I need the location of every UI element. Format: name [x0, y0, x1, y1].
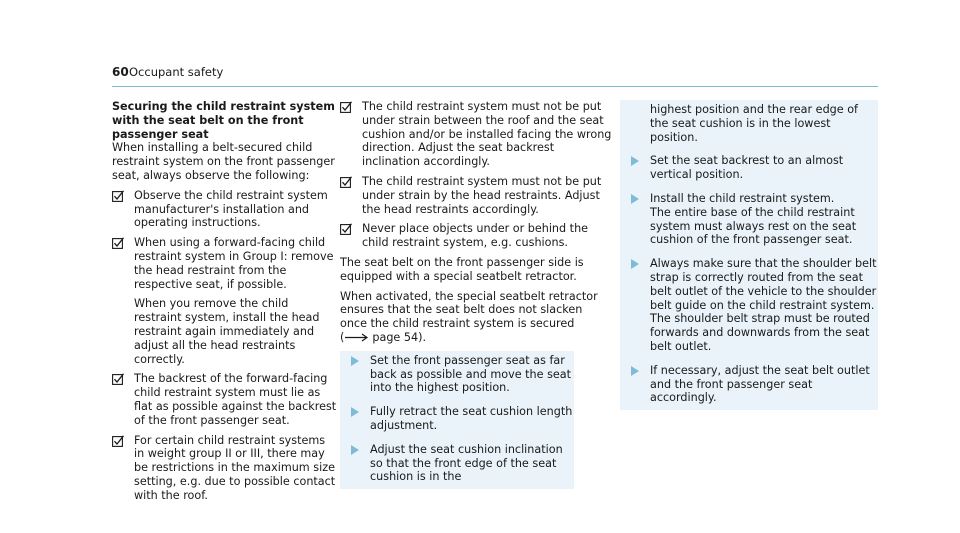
page-number: 60 [112, 65, 129, 79]
step-item [340, 405, 574, 433]
check-item [112, 236, 337, 366]
checkbox-icon [340, 176, 352, 188]
step-continuation: highest position and the rear edge of the seat cushion is in the lowest position. [650, 103, 858, 144]
step-text: Always make sure that the shoulder belt strap is correctly routed from the seat belt outlet of the vehicle to the shoulder belt guide on the child restraint system. [650, 257, 877, 312]
checkbox-icon [112, 373, 124, 385]
step-text-continuation: The entire base of the child restraint system must always rest on the seat cushion of the front passenger seat. [650, 205, 857, 247]
checkbox-icon [340, 223, 352, 235]
step-item [620, 154, 878, 182]
paragraph [340, 290, 612, 345]
step-arrow-icon [631, 194, 639, 204]
checkbox-icon [112, 190, 124, 202]
step-text: Set the seat backrest to an almost vertical position. [650, 154, 844, 182]
check-item [112, 434, 337, 503]
check-text: For certain child restraint systems in weight group II or III, there may be restrictions in the maximum size setting, e.g. due to possible contact with the roof. [134, 433, 336, 502]
check-text: Never place objects under or behind the child restraint system, e.g. cushions. [362, 222, 589, 250]
step-item [620, 257, 878, 354]
instruction-steps [340, 351, 574, 489]
check-text: The child restraint system must not be put under strain by the head restraints. Adjust the head restraints accordingly. [362, 174, 602, 216]
step-item [620, 192, 878, 247]
step-item [340, 354, 574, 395]
check-item [340, 175, 612, 216]
step-item [620, 364, 878, 405]
check-continuation: When you remove the child restraint system, install the head restraint again immediately and adjust all the head restraints correctly. [134, 297, 320, 366]
checkbox-icon [340, 101, 352, 113]
paragraph-text: When activated, the special seatbelt retractor ensures that the seat belt does not slacken once the child restraint system is secured [340, 289, 598, 331]
step-arrow-icon [351, 407, 359, 417]
step-text: Fully retract the seat cushion length adjustment. [370, 405, 573, 432]
step-arrow-icon [631, 156, 639, 166]
checkbox-icon [112, 435, 124, 447]
intro-paragraph: When installing a belt-secured child restraint system on the front passenger seat, always observe the following: [112, 141, 335, 182]
step-arrow-icon [351, 445, 359, 455]
arrow-right-icon [345, 333, 369, 342]
check-item [340, 222, 612, 250]
check-item [112, 372, 337, 427]
checkbox-icon [112, 237, 124, 249]
header-divider [112, 86, 878, 87]
section-heading: Securing the child restraint system with the seat belt on the front passenger seat [112, 100, 335, 141]
check-text: The backrest of the forward-facing child restraint system must lie as flat as possible against the backrest of the front passenger seat. [134, 372, 337, 427]
instruction-steps [620, 100, 878, 410]
step-arrow-icon [351, 356, 359, 366]
check-text: When using a forward-facing child restraint system in Group I: remove the head restraint from the respective seat, if possible. [134, 236, 334, 291]
column-2 [340, 100, 612, 489]
step-text: Adjust the seat cushion inclination so that the front edge of the seat cushion is in the [370, 442, 563, 484]
step-arrow-icon [631, 366, 639, 376]
check-text: The child restraint system must not be put under strain between the roof and the seat cushion and/or be installed facing the wrong direction. Adjust the seat backrest inclination accordingly. [362, 100, 612, 169]
step-text: If necessary, adjust the seat belt outlet and the front passenger seat accordingly. [650, 363, 870, 405]
step-arrow-icon [631, 259, 639, 269]
check-item [112, 189, 337, 230]
xref-open: ( [340, 330, 345, 344]
step-item [340, 443, 574, 484]
step-text: Set the front passenger seat as far back as possible and move the seat into the highest position. [370, 353, 572, 395]
step-text: Install the child restraint system. [650, 191, 835, 205]
paragraph: The seat belt on the front passenger side is equipped with a special seatbelt retractor. [340, 255, 584, 283]
step-text-continuation: The shoulder belt strap must be routed forwards and downwards from the seat belt outlet. [650, 312, 870, 353]
check-text: Observe the child restraint system manufacturer's installation and operating instructions. [134, 188, 328, 230]
page-reference-link[interactable]: page 54). [372, 330, 427, 344]
column-1 [112, 100, 337, 509]
column-3 [620, 100, 878, 410]
check-item [340, 100, 612, 169]
section-title: Occupant safety [129, 65, 224, 79]
